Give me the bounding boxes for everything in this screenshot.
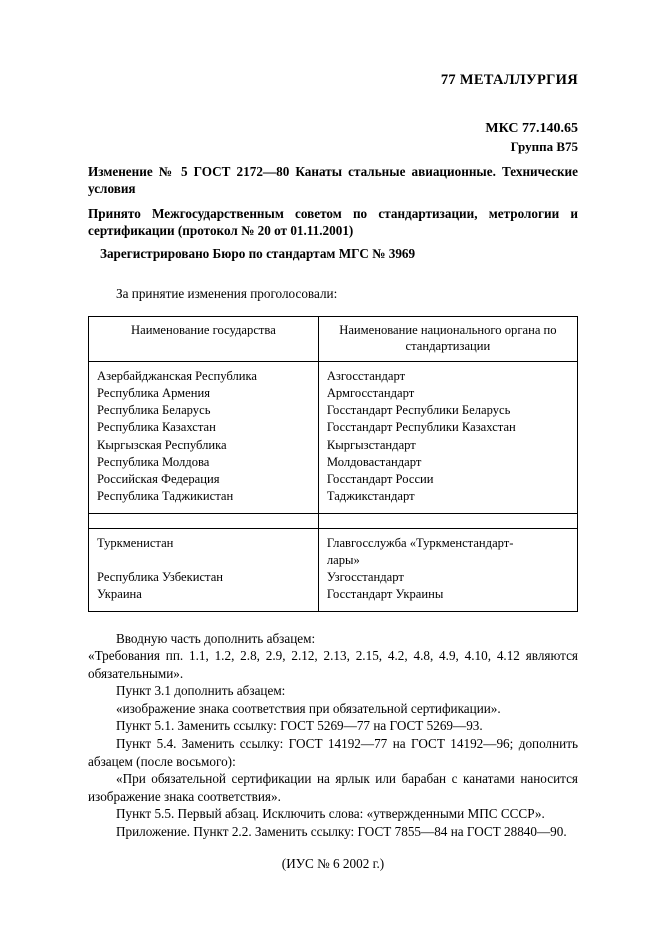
paragraph: «изображение знака соответствия при обязательной сертификации». xyxy=(116,700,501,716)
document-title: Изменение № 5 ГОСТ 2172—80 Канаты стальные авиационные. Технические условия xyxy=(88,164,578,196)
amendment-body xyxy=(88,630,578,841)
list-item: Госстандарт России xyxy=(326,472,434,487)
list-item: Узгосстандарт xyxy=(326,570,404,585)
list-item: Республика Таджикистан xyxy=(97,489,234,504)
paragraph: Вводную часть дополнить абзацем: xyxy=(116,630,316,646)
header-category: 77 МЕТАЛЛУРГИЯ xyxy=(440,72,578,88)
list-item: Республика Узбекистан xyxy=(97,570,224,585)
states-table xyxy=(88,316,578,611)
vote-intro: За принятие изменения проголосовали: xyxy=(116,286,338,302)
table-row xyxy=(89,528,578,611)
list-item: Кыргызская Республика xyxy=(97,437,227,452)
list-item: Туркменистан xyxy=(97,535,174,550)
list-item: Республика Молдова xyxy=(97,454,210,469)
header-mks-code: МКС 77.140.65 xyxy=(485,121,578,136)
list-item: Республика Беларусь xyxy=(97,403,211,418)
list-item: Армгосстандарт xyxy=(326,385,415,400)
list-item: Украина xyxy=(97,587,142,602)
table-header-row xyxy=(89,317,578,361)
table-header-state: Наименование государства xyxy=(89,317,319,361)
list-item: Главгосслужба «Туркменстандарт- xyxy=(326,535,514,550)
paragraph: Пункт 5.1. Заменить ссылку: ГОСТ 5269—77 на ГОСТ 5269—93. xyxy=(116,718,483,734)
paragraph: Пункт 5.5. Первый абзац. Исключить слова: «утвержденными МПС СССР». xyxy=(116,806,545,822)
paragraph: Пункт 5.4. Заменить ссылку: ГОСТ 14192—77 на ГОСТ 14192—96; дополнить абзацем (после восьмого): xyxy=(88,735,578,769)
paragraph: «Требования пп. 1.1, 1.2, 2.8, 2.9, 2.12, 2.13, 2.15, 4.2, 4.8, 4.9, 4.10, 4.12 являются обязательными». xyxy=(88,648,578,681)
list-item xyxy=(97,552,312,569)
table-cell-states-group2 xyxy=(89,528,319,611)
list-item: Азгосстандарт xyxy=(326,368,406,383)
list-item: Республика Армения xyxy=(97,385,211,400)
paragraph: «При обязательной сертификации на ярлык или барабан с канатами наносится изображение знака соответствия». xyxy=(88,771,578,804)
table-spacer-cell-left xyxy=(89,513,319,528)
table-row xyxy=(89,361,578,513)
table-cell-bodies-group2 xyxy=(318,528,577,611)
list-item: Кыргызстандарт xyxy=(326,437,416,452)
list-item: Молдовастандарт xyxy=(326,454,422,469)
list-item: Азербайджанская Республика xyxy=(97,368,258,383)
closing-reference: (ИУС № 6 2002 г.) xyxy=(281,856,385,872)
list-item: лары» xyxy=(326,552,360,567)
table-header-body: Наименование национального органа по стандартизации xyxy=(318,317,577,361)
header-group-code: Группа В75 xyxy=(510,139,578,154)
paragraph: Пункт 3.1 дополнить абзацем: xyxy=(116,683,286,699)
list-item: Госстандарт Республики Казахстан xyxy=(326,420,516,435)
document-content xyxy=(88,72,578,872)
list-item: Таджикстандарт xyxy=(326,489,415,504)
paragraph: Приложение. Пункт 2.2. Заменить ссылку: ГОСТ 7855—84 на ГОСТ 28840—90. xyxy=(116,823,567,839)
list-item: Госстандарт Украины xyxy=(326,587,444,602)
list-item: Госстандарт Республики Беларусь xyxy=(326,403,511,418)
list-item: Российская Федерация xyxy=(97,472,220,487)
table-spacer-cell-right xyxy=(318,513,577,528)
table-spacer-row xyxy=(89,513,578,528)
table-cell-states-group1 xyxy=(89,361,319,513)
table-cell-bodies-group1 xyxy=(318,361,577,513)
registration-statement: Зарегистрировано Бюро по стандартам МГС № 3969 xyxy=(100,245,416,261)
list-item: Республика Казахстан xyxy=(97,420,216,435)
adoption-statement: Принято Межгосударственным советом по стандартизации, метрологии и сертификации (протокол № 20 от 01.11.2001) xyxy=(88,205,578,238)
